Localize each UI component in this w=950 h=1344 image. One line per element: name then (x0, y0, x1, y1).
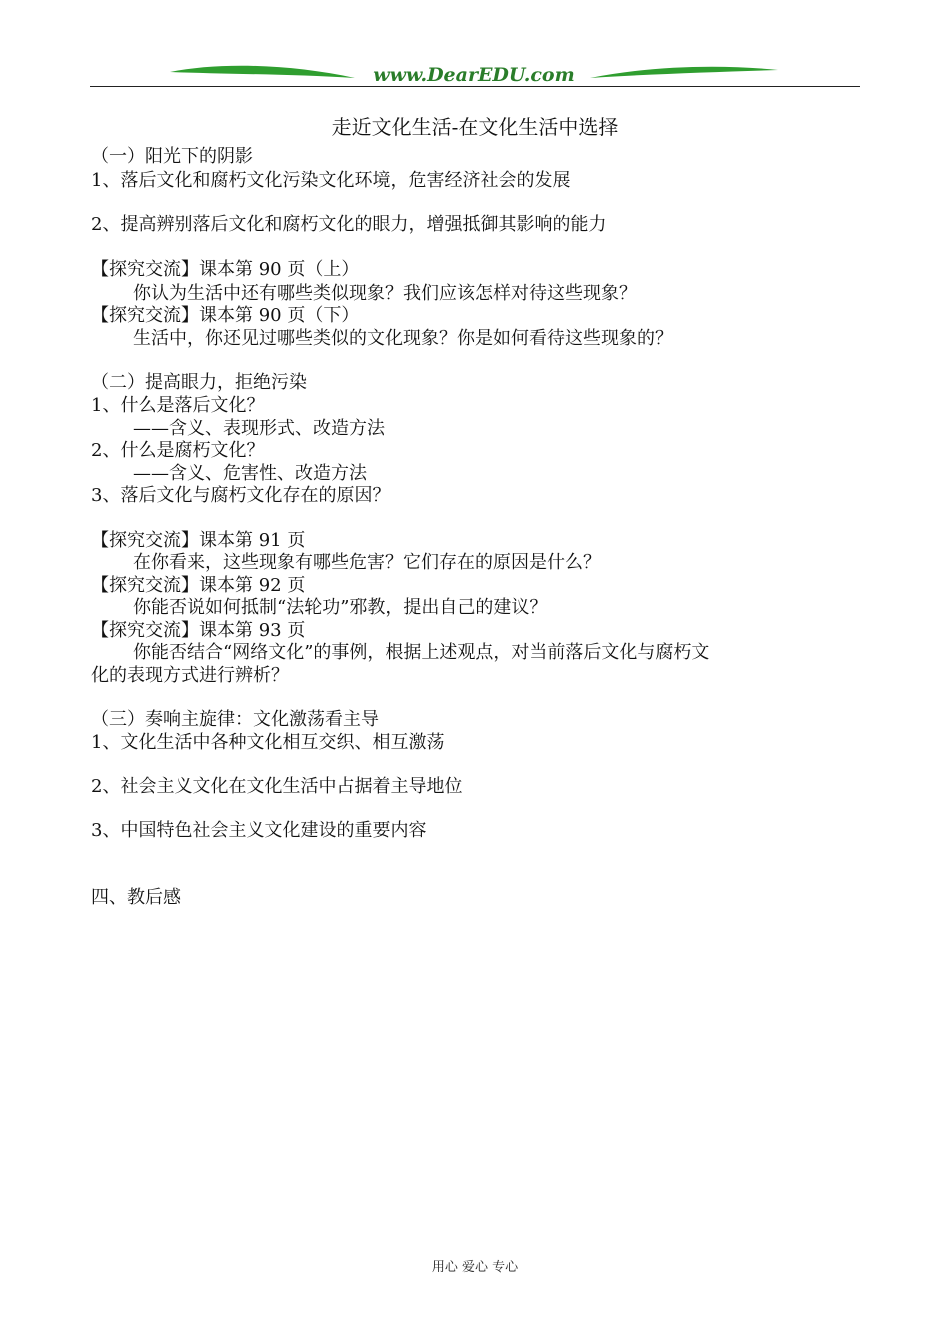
section-three-heading: （三）奏响主旋律：文化激荡看主导 (91, 709, 379, 730)
exploration-label-1: 【探究交流】课本第 90 页（上） (91, 259, 360, 280)
section-three-point-3: 3、中国特色社会主义文化建设的重要内容 (91, 820, 427, 841)
exploration-question-5-line-1: 你能否结合“网络文化”的事例，根据上述观点，对当前落后文化与腐朽文 (133, 642, 710, 663)
left-swoosh-icon (170, 66, 355, 78)
page-footer: 用心 爱心 专心 (431, 1260, 519, 1275)
section-one-point-1: 1、落后文化和腐朽文化污染文化环境，危害经济社会的发展 (91, 170, 571, 191)
site-url-text: www.DearEDU.com (373, 64, 575, 86)
section-two-question-1: 1、什么是落后文化？ (91, 395, 265, 416)
exploration-question-4: 你能否说如何抵制“法轮功”邪教，提出自己的建议？ (133, 597, 548, 618)
exploration-question-2: 生活中，你还见过哪些类似的文化现象？你是如何看待这些现象的？ (133, 328, 673, 349)
section-two-heading: （二）提高眼力，拒绝污染 (91, 372, 307, 393)
document-title: 走近文化生活-在文化生活中选择 (331, 115, 619, 139)
section-two-question-2: 2、什么是腐朽文化？ (91, 440, 265, 461)
exploration-question-3: 在你看来，这些现象有哪些危害？它们存在的原因是什么？ (133, 552, 601, 573)
exploration-label-4: 【探究交流】课本第 92 页 (91, 575, 306, 596)
section-one-point-2: 2、提高辨别落后文化和腐朽文化的眼力，增强抵御其影响的能力 (91, 214, 607, 235)
right-swoosh-icon (590, 67, 778, 78)
section-one-heading: （一）阳光下的阴影 (91, 146, 253, 167)
section-two-question-1-detail: ——含义、表现形式、改造方法 (133, 418, 385, 439)
exploration-question-1: 你认为生活中还有哪些类似现象？我们应该怎样对待这些现象？ (133, 283, 637, 304)
exploration-question-5-line-2: 化的表现方式进行辨析？ (91, 665, 289, 686)
exploration-label-3: 【探究交流】课本第 91 页 (91, 530, 306, 551)
section-three-point-1: 1、文化生活中各种文化相互交织、相互激荡 (91, 732, 445, 753)
section-two-question-3: 3、落后文化与腐朽文化存在的原因？ (91, 485, 391, 506)
exploration-label-2: 【探究交流】课本第 90 页（下） (91, 305, 360, 326)
section-three-point-2: 2、社会主义文化在文化生活中占据着主导地位 (91, 776, 463, 797)
exploration-label-5: 【探究交流】课本第 93 页 (91, 620, 306, 641)
section-four-heading: 四、教后感 (91, 887, 181, 908)
header-divider (90, 86, 860, 87)
section-two-question-2-detail: ——含义、危害性、改造方法 (133, 463, 367, 484)
